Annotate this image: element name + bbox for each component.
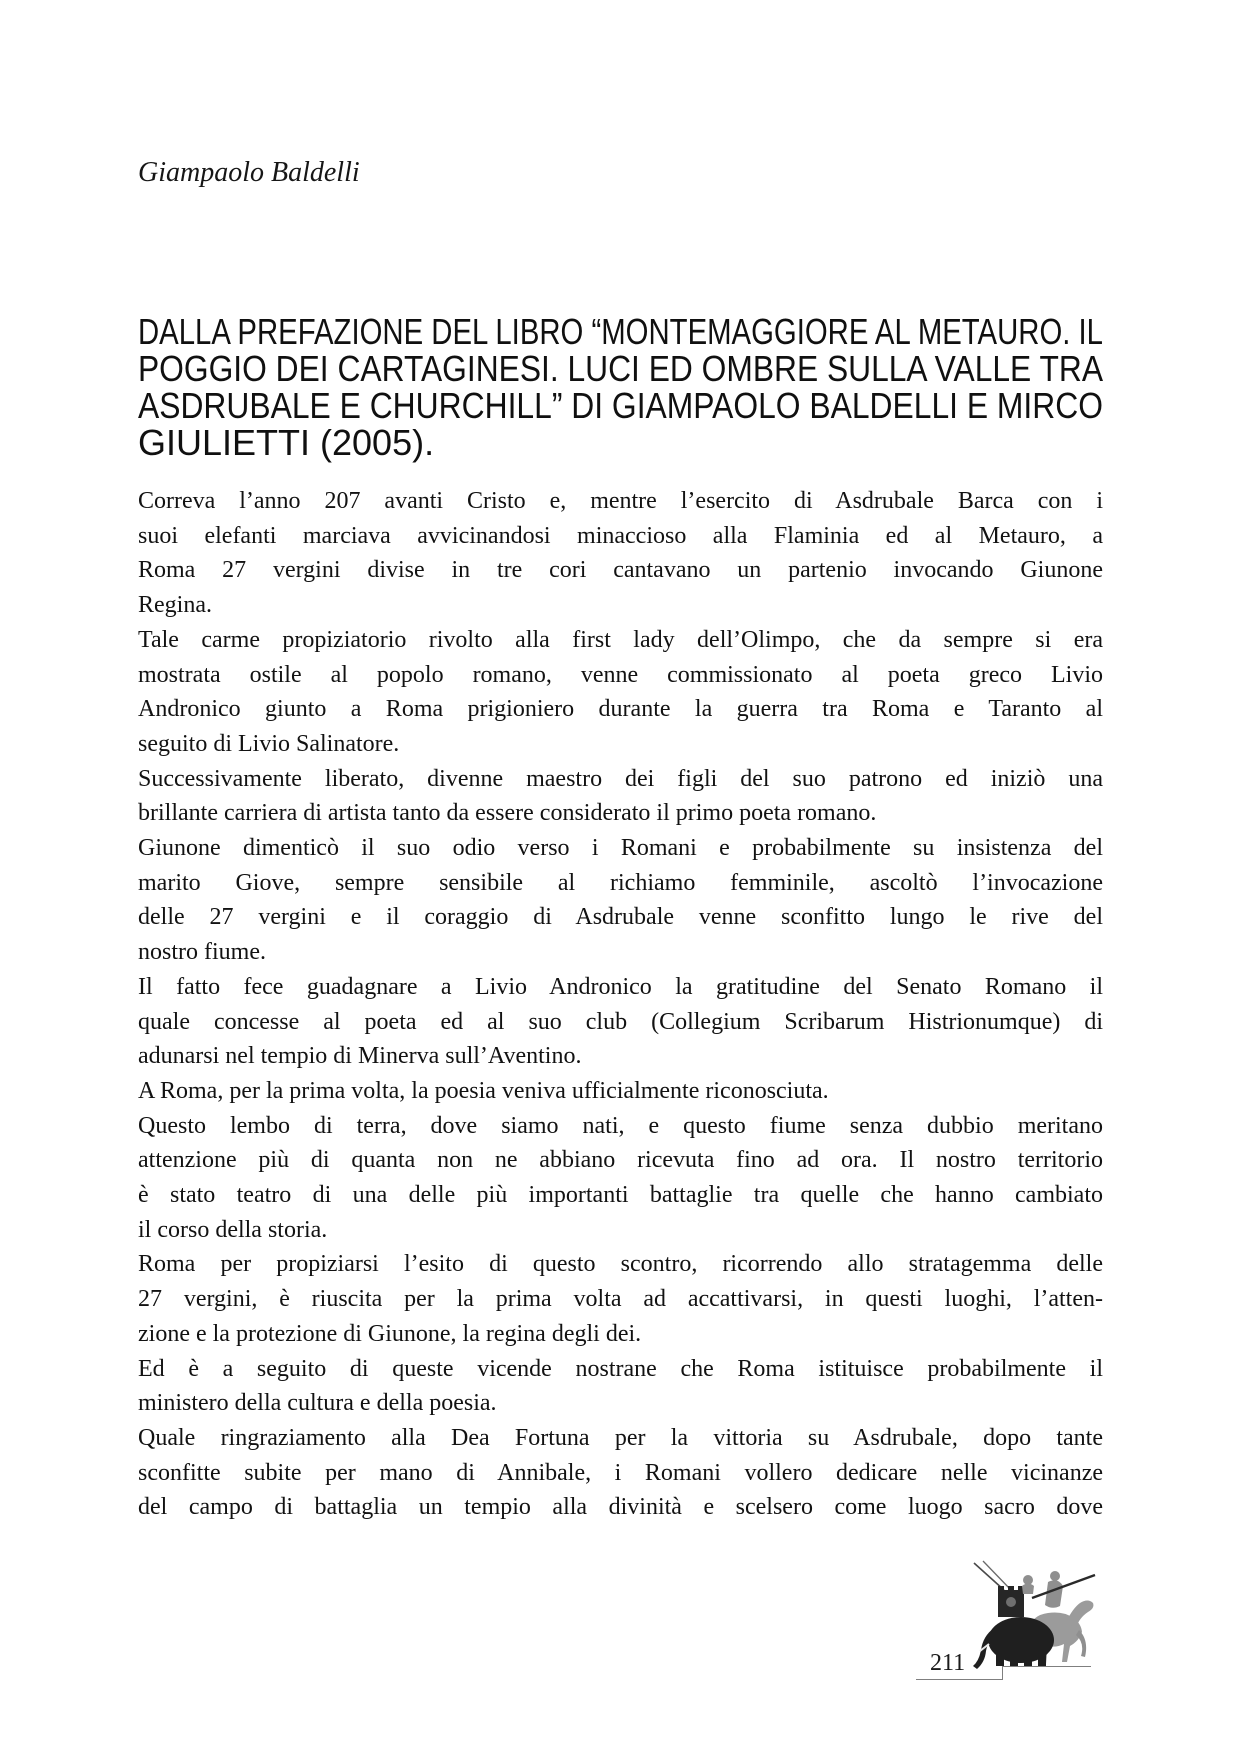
body-line: sconfitte subite per mano di Annibale, i Romani vollero dedicare nelle vicinanze <box>138 1459 1103 1486</box>
paragraph <box>138 484 1103 623</box>
body-line: Regina. <box>138 592 212 619</box>
heading-line-2: POGGIO DEI CARTAGINESI. LUCI ED OMBRE SULLA VALLE TRA <box>138 348 1103 389</box>
heading-line-4: GIULIETTI (2005). <box>138 422 435 463</box>
body-line: mostrata ostile al popolo romano, venne commissionato al poeta greco Livio <box>138 661 1103 688</box>
chapter-heading <box>138 306 1104 464</box>
lance-icon <box>1032 1575 1095 1598</box>
body-line: adunarsi nel tempio di Minerva sull’Aventino. <box>138 1043 582 1070</box>
elephant-horseman-illustration <box>948 1560 1098 1682</box>
body-line: Questo lembo di terra, dove siamo nati, e questo fiume senza dubbio meritano <box>138 1112 1103 1139</box>
body-line: A Roma, per la prima volta, la poesia veniva ufficialmente riconosciuta. <box>138 1077 829 1104</box>
horseman-head <box>1050 1571 1060 1581</box>
body-line: brillante carriera di artista tanto da essere considerato il primo poeta romano. <box>138 800 877 827</box>
body-line: Quale ringraziamento alla Dea Fortuna per la vittoria su Asdrubale, dopo tante <box>138 1424 1103 1451</box>
paragraph <box>138 1109 1103 1248</box>
horse-head <box>1066 1601 1093 1629</box>
body-text <box>138 484 1103 1525</box>
horseman-body <box>1045 1580 1063 1608</box>
body-line: Successivamente liberato, divenne maestro dei figli del suo patrono ed iniziò una <box>138 765 1103 792</box>
body-line: Il fatto fece guadagnare a Livio Andronico la gratitudine del Senato Romano il <box>138 973 1103 1000</box>
body-line: Andronico giunto a Roma prigioniero durante la guerra tra Roma e Taranto al <box>138 696 1103 723</box>
body-line: Roma per propiziarsi l’esito di questo scontro, ricorrendo allo stratagemma delle <box>138 1251 1103 1278</box>
heading-line-3: ASDRUBALE E CHURCHILL” DI GIAMPAOLO BALDELLI E MIRCO <box>138 385 1103 426</box>
author-name: Giampaolo Baldelli <box>138 157 360 188</box>
body-line: Correva l’anno 207 avanti Cristo e, mentre l’esercito di Asdrubale Barca con i <box>138 488 1103 514</box>
paragraph <box>138 1247 1103 1351</box>
page-number: 211 <box>930 1650 966 1676</box>
paragraph <box>138 970 1103 1074</box>
paragraph <box>138 1421 1103 1525</box>
body-line: il corso della storia. <box>138 1216 328 1243</box>
horse-tail <box>1076 1630 1086 1657</box>
howdah-emblem <box>1006 1597 1016 1607</box>
elephant-leg <box>1024 1653 1032 1666</box>
body-line: Ed è a seguito di queste vicende nostrane che Roma istituisce probabilmente il <box>138 1355 1103 1382</box>
body-line: 27 vergini, è riuscita per la prima volta ad accattivarsi, in questi luoghi, l’atten- <box>138 1286 1103 1313</box>
paragraph <box>138 831 1103 970</box>
body-line: Tale carme propiziatorio rivolto alla first lady dell’Olimpo, che da sempre si era <box>138 626 1103 653</box>
elephant-leg <box>1038 1650 1046 1666</box>
body-line: quale concesse al poeta ed al suo club (Collegium Scribarum Histrionumque) di <box>138 1008 1103 1035</box>
body-line: è stato teatro di una delle più importanti battaglie tra quelle che hanno cambiato <box>138 1182 1103 1209</box>
paragraph <box>138 1074 1103 1109</box>
body-line: Roma 27 vergini divise in tre cori cantavano un partenio invocando Giunone <box>138 557 1103 584</box>
body-line: nostro fiume. <box>138 939 266 966</box>
elephant-leg <box>1010 1653 1018 1666</box>
body-line: attenzione più di quanta non ne abbiano ricevuta fino ad ora. Il nostro territorio <box>138 1147 1103 1174</box>
body-line: Giunone dimenticò il suo odio verso i Romani e probabilmente su insistenza del <box>138 835 1103 862</box>
heading-line-1: DALLA PREFAZIONE DEL LIBRO “MONTEMAGGIORE AL METAURO. IL <box>138 311 1103 352</box>
elephant-leg <box>996 1650 1004 1666</box>
body-line: suoi elefanti marciava avvicinandosi minaccioso alla Flaminia ed al Metauro, a <box>138 522 1103 549</box>
body-line: seguito di Livio Salinatore. <box>138 730 400 757</box>
body-line: marito Giove, sempre sensibile al richiamo femminile, ascoltò l’invocazione <box>138 869 1103 896</box>
paragraph <box>138 623 1103 762</box>
mahout-body <box>1022 1584 1034 1595</box>
body-line: ministero della cultura e della poesia. <box>138 1390 497 1417</box>
body-line: del campo di battaglia un tempio alla divinità e scelsero come luogo sacro dove <box>138 1494 1103 1521</box>
body-line: zione e la protezione di Giunone, la regina degli dei. <box>138 1320 642 1347</box>
paragraph <box>138 762 1103 831</box>
paragraph <box>138 1352 1103 1421</box>
body-line: delle 27 vergini e il coraggio di Asdrubale venne sconfitto lungo le rive del <box>138 904 1103 931</box>
